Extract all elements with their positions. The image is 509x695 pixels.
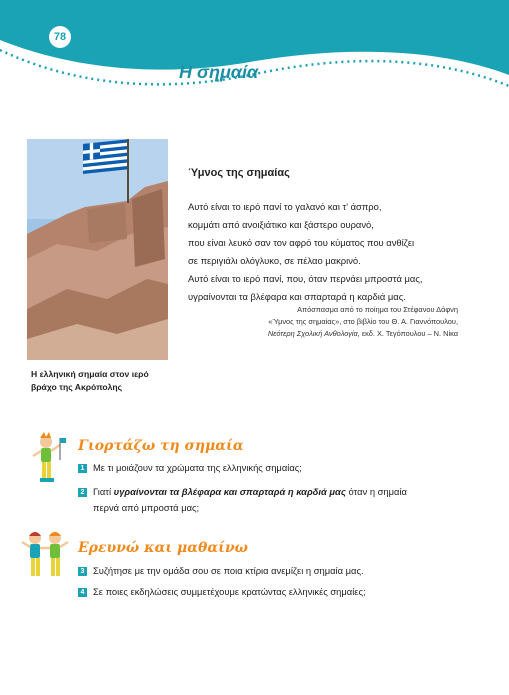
question-number: 4 (78, 588, 87, 597)
photo-caption: Η ελληνική σημαία στον ιερό βράχο της Ακρόπολης (31, 369, 149, 392)
question-number: 1 (78, 464, 87, 473)
header-wave (0, 0, 509, 120)
poem-line: σε περιγιάλι ολόγλυκο, σε πέλαο μακρινό. (188, 255, 361, 266)
two-kids-icon (20, 528, 70, 584)
page-number: 78 (49, 26, 71, 48)
poem-line: Αυτό είναι το ιερό πανί το γαλανό και τ' άσπρο, (188, 201, 382, 212)
poem-text (188, 198, 448, 306)
poem-line: κομμάτι από ανοιξιάτικο και ξάστερο ουρανό, (188, 219, 374, 230)
section-title-celebrate-flag: Γιορτάζω τη σημαία (78, 438, 244, 454)
question-1: 1 Με τι μοιάζουν τα χρώματα της ελληνικής σημαίας; (78, 460, 478, 476)
poem-source: Απόσπασμα από το ποίημα του Στέφανου Δάφνη «Ύμνος της σημαίας», στο βιβλίο του Θ. Α. Γιαννόπουλου, Νεότερη Σχολική Ανθολογία, εκδ. Χ. Τεγόπουλου – Ν. Νίκα (267, 305, 458, 338)
acropolis-flag-photo (27, 139, 168, 360)
chapter-title: Η σημαία (179, 62, 259, 82)
question-number: 2 (78, 488, 87, 497)
kid-with-flag-icon (30, 432, 66, 484)
question-3: 3 Συζήτησε με την ομάδα σου σε ποια κτίρια ανεμίζει η σημαία μας. (78, 563, 478, 579)
poem-line: που είναι λευκό σαν τον αφρό του κύματος που ανθίζει (188, 237, 415, 248)
question-2: 2 Γιατί υγραίνονται τα βλέφαρα και σπαρταρά η καρδιά μας όταν η σημαία περνά από μπροστά μας; (78, 484, 478, 516)
poem-title: Ύμνος της σημαίας (188, 167, 290, 179)
poem-line: Αυτό είναι το ιερό πανί, που, όταν περνάει μπροστά μας, (188, 273, 423, 284)
question-4: 4 Σε ποιες εκδηλώσεις συμμετέχουμε κρατώντας ελληνικές σημαίες; (78, 584, 478, 600)
question-number: 3 (78, 567, 87, 576)
poem-line: υγραίνονται τα βλέφαρα και σπαρταρά η καρδιά μας. (188, 291, 406, 302)
section-title-research-learn: Ερευνώ και μαθαίνω (78, 540, 248, 556)
